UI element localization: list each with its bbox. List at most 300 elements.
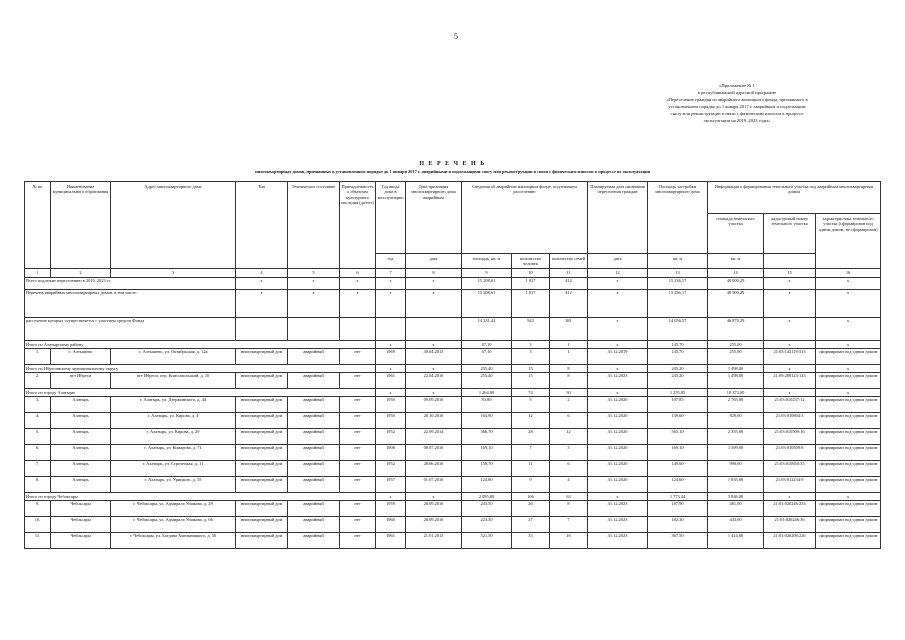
plan-date-cell: 31.12.2020	[588, 413, 648, 429]
cell: х	[764, 493, 816, 501]
year-cell: 1950	[376, 397, 406, 413]
heritage-cell: нет	[340, 373, 376, 389]
land-status-cell: сформирован под одним домом	[816, 461, 881, 477]
municipality-cell: пгт Ибреси	[51, 373, 111, 389]
unit-date: дата	[406, 254, 462, 269]
cell: 8	[550, 365, 588, 373]
cell: 15 208,61	[462, 290, 512, 318]
row-number: 3.	[25, 397, 51, 413]
column-number: 16	[816, 269, 881, 278]
type-cell: многоквартирный дом	[236, 533, 288, 549]
heritage-cell: нет	[340, 517, 376, 533]
plan-date-cell: 31.12.2023	[588, 533, 648, 549]
area-cell: 521,50	[462, 533, 512, 549]
municipality-cell: с. Алтышево	[51, 349, 111, 365]
type-cell: многоквартирный дом	[236, 445, 288, 461]
cell: х	[816, 278, 881, 290]
families-cell: 16	[550, 533, 588, 549]
cadastral-cell: 21:03:010237:12	[764, 397, 816, 413]
group-total-row	[25, 493, 881, 501]
row-number: 7.	[25, 461, 51, 477]
row-number: 11.	[25, 533, 51, 549]
cell: х	[288, 290, 340, 318]
building-area-cell: 139,60	[648, 413, 708, 429]
cell: х	[588, 318, 648, 341]
plan-date-cell: 31.12.2019	[588, 349, 648, 365]
families-cell: 8	[550, 373, 588, 389]
cell: х	[288, 278, 340, 290]
emergency-date-cell: 28.09.2016	[406, 517, 462, 533]
heritage-cell: нет	[340, 461, 376, 477]
address-cell: пгт Ибреси, пер. Комсомольский, д. 10	[111, 373, 236, 389]
row-number: 6.	[25, 445, 51, 461]
year-cell: 1906	[376, 445, 406, 461]
group-total-row	[25, 389, 881, 397]
land-status-cell: сформирован под одним домом	[816, 477, 881, 493]
building-area-cell: 169,10	[648, 445, 708, 461]
land-area-cell: 2 355,00	[708, 429, 764, 445]
cell: 245,20	[648, 365, 708, 373]
document-subtitle: многоквартирных домов, признанных в установленном порядке до 1 января 2017 г. аварийными и подлежащими сносу или реконструкции в связи с физическим износом в процессе их эксплуатации	[254, 169, 651, 174]
row-number: 9.	[25, 501, 51, 517]
header-resettled: Сведения об аварийном жилищном фонде, подлежащем расселению	[462, 182, 588, 254]
cell: х	[406, 290, 462, 318]
land-area-cell: 481,00	[708, 501, 764, 517]
column-number: 10	[512, 269, 550, 278]
unit-area: площадь, кв. м	[462, 254, 512, 269]
cell: х	[816, 365, 881, 373]
people-cell: 7	[512, 445, 550, 461]
unit-sqm: кв. м	[648, 254, 708, 269]
cell: х	[764, 341, 816, 349]
cell: х	[406, 493, 462, 501]
area-cell: 83,00	[462, 397, 512, 413]
families-cell: 6	[550, 413, 588, 429]
column-number: 6	[340, 269, 376, 278]
families-cell: 4	[550, 477, 588, 493]
list-label: Перечень аварийных многоквартирных домов, в том числе:	[25, 290, 236, 318]
people-cell: 12	[512, 413, 550, 429]
cell: х	[764, 389, 816, 397]
building-area-cell: 245,20	[648, 373, 708, 389]
people-cell: 11	[512, 461, 550, 477]
cell	[288, 318, 340, 341]
address-cell: г. Алатырь, ул. Кирова, д. 4	[111, 413, 236, 429]
cell: 943	[512, 318, 550, 341]
column-number: 7	[376, 269, 406, 278]
cell: х	[406, 365, 462, 373]
families-cell: 12	[550, 429, 588, 445]
families-cell: 1	[550, 349, 588, 365]
group-label: Итого по городу Чебоксары	[25, 493, 376, 501]
land-status-cell: сформирован под одним домом	[816, 413, 881, 429]
cell: х	[236, 278, 288, 290]
cell: х	[816, 493, 881, 501]
table-row	[25, 445, 881, 461]
heritage-cell: нет	[340, 501, 376, 517]
cadastral-cell: 21:09:280123:143	[764, 373, 816, 389]
annex-line: эксплуатации на 2019–2023 годы»	[703, 117, 771, 123]
address-cell: г. Чебоксары, ул. Адмирала Ушакова, д. 29	[111, 501, 236, 517]
emergency-date-cell: 01.07.2016	[406, 477, 462, 493]
cell: 48 900,29	[708, 278, 764, 290]
year-cell: 1969	[376, 349, 406, 365]
cell: 145,70	[648, 341, 708, 349]
page-number: 5	[454, 32, 458, 41]
cell: 14 231,42	[462, 318, 512, 341]
condition-cell: аварийный	[288, 461, 340, 477]
cell: х	[588, 278, 648, 290]
cell: 1 264,90	[462, 389, 512, 397]
type-cell: многоквартирный дом	[236, 413, 288, 429]
row-number: 10.	[25, 517, 51, 533]
condition-cell: аварийный	[288, 517, 340, 533]
cell: 255,00	[708, 341, 764, 349]
table-row	[25, 373, 881, 389]
cadastral-cell: 21:01:020246:36	[764, 517, 816, 533]
type-cell: многоквартирный дом	[236, 349, 288, 365]
cell: 1 773,44	[648, 493, 708, 501]
column-number: 14	[708, 269, 764, 278]
type-cell: многоквартирный дом	[236, 517, 288, 533]
area-cell: 47,10	[462, 349, 512, 365]
municipality-cell: Алатырь	[51, 445, 111, 461]
column-number: 1	[25, 269, 51, 278]
group-label: Итого по Ибресинскому муниципальному округу	[25, 365, 376, 373]
cadastral-cell: 21:03:010850:35	[764, 461, 816, 477]
column-number: 8	[406, 269, 462, 278]
heritage-cell: нет	[340, 477, 376, 493]
cell: 48 900,29	[708, 290, 764, 318]
column-number: 4	[236, 269, 288, 278]
cadastral-cell: 21:03:010509:8	[764, 445, 816, 461]
cadastral-cell: 21:03:142119:513	[764, 349, 816, 365]
municipality-cell: Чебоксары	[51, 533, 111, 549]
area-cell: 158,70	[462, 461, 512, 477]
cadastral-cell: 21:01:020246:233	[764, 501, 816, 517]
header-num: № пп	[25, 182, 51, 269]
cell: х	[588, 493, 648, 501]
heritage-cell: нет	[340, 397, 376, 413]
land-area-cell: 1 498,00	[708, 373, 764, 389]
condition-cell: аварийный	[288, 429, 340, 445]
plan-date-cell: 31.12.2020	[588, 397, 648, 413]
emergency-date-cell: 28.06.2016	[406, 461, 462, 477]
table-row	[25, 397, 881, 413]
land-status-cell: сформирован под одним домом	[816, 533, 881, 549]
year-cell: 1961	[376, 533, 406, 549]
address-cell: г. Алатырь, ул. Кирова, д. 29	[111, 429, 236, 445]
list-row	[25, 290, 881, 318]
unit-families: количество семей	[550, 254, 588, 269]
emergency-date-cell: 30.04.2015	[406, 349, 462, 365]
plan-date-cell: 31.12.2023	[588, 501, 648, 517]
families-cell: 3	[550, 445, 588, 461]
cell	[376, 318, 406, 341]
people-cell: 3	[512, 349, 550, 365]
people-cell: 9	[512, 477, 550, 493]
total-label: Всего подлежит переселению в 2019–2023 гг.	[25, 278, 236, 290]
address-cell: с. Алтышево, ул. Октябрьская, д. 12а	[111, 349, 236, 365]
area-cell: 566,70	[462, 429, 512, 445]
year-cell: 1952	[376, 429, 406, 445]
cell: 255,40	[462, 365, 512, 373]
cell: 3	[512, 341, 550, 349]
cell: х	[816, 318, 881, 341]
building-area-cell: 149,60	[648, 461, 708, 477]
area-cell: 169,10	[462, 445, 512, 461]
plan-date-cell: 31.12.2020	[588, 461, 648, 477]
address-cell: г. Чебоксары, ул. Адмирала Ушакова, д. 66	[111, 517, 236, 533]
group-total-row	[25, 365, 881, 373]
group-label: Итого по Алатырскому району	[25, 341, 376, 349]
cell	[406, 318, 462, 341]
registry-body	[25, 269, 881, 549]
people-cell: 33	[512, 533, 550, 549]
area-cell: 164,90	[462, 413, 512, 429]
condition-cell: аварийный	[288, 477, 340, 493]
land-area-cell: 1 414,00	[708, 533, 764, 549]
year-cell: 1959	[376, 501, 406, 517]
year-cell: 1961	[376, 373, 406, 389]
unit-people: количество человек	[512, 254, 550, 269]
address-cell: г. Алатырь, ул. Стрелецкая, д. 11	[111, 461, 236, 477]
cell: х	[376, 341, 406, 349]
row-number: 4.	[25, 413, 51, 429]
cell: х	[406, 389, 462, 397]
unit-plan-date: дата	[588, 254, 648, 269]
heritage-cell: нет	[340, 413, 376, 429]
emergency-date-cell: 09.09.2016	[406, 397, 462, 413]
building-area-cell: 367,50	[648, 533, 708, 549]
area-cell: 124,60	[462, 477, 512, 493]
land-area-cell: 1 599,00	[708, 445, 764, 461]
land-status-cell: сформирован под одним домом	[816, 429, 881, 445]
land-status-cell: сформирован под одним домом	[816, 501, 881, 517]
year-cell: 1957	[376, 477, 406, 493]
type-cell: многоквартирный дом	[236, 501, 288, 517]
table-row	[25, 501, 881, 517]
type-cell: многоквартирный дом	[236, 429, 288, 445]
cell: 46 879,29	[708, 318, 764, 341]
cell: 63	[550, 493, 588, 501]
land-area-cell: 1 835,00	[708, 477, 764, 493]
condition-cell: аварийный	[288, 413, 340, 429]
column-number: 3	[111, 269, 236, 278]
type-cell: многоквартирный дом	[236, 397, 288, 413]
heritage-cell: нет	[340, 429, 376, 445]
header-cadastral: кадастровый номер земельного участка	[764, 214, 816, 254]
cell: х	[406, 341, 462, 349]
header-land: Информация о формировании земельного участка под аварийным многоквартирным домом	[708, 182, 881, 214]
annex-line: «Переселение граждан из аварийного жилищного фонда, признанного в	[666, 96, 808, 102]
table-row	[25, 429, 881, 445]
families-cell: 7	[550, 517, 588, 533]
building-area-cell: 565,10	[648, 429, 708, 445]
emergency-date-cell: 22.04.2016	[406, 373, 462, 389]
building-area-cell: 107,85	[648, 397, 708, 413]
cell: х	[376, 493, 406, 501]
cell: 15	[512, 365, 550, 373]
heritage-cell: нет	[340, 349, 376, 365]
plan-date-cell: 31.12.2020	[588, 429, 648, 445]
cell: 1 017	[512, 278, 550, 290]
land-status-cell: сформирован под одним домом	[816, 349, 881, 365]
column-number: 9	[462, 269, 512, 278]
municipality-cell: Алатырь	[51, 477, 111, 493]
cell: 14 056,57	[648, 318, 708, 341]
cell: х	[816, 341, 881, 349]
column-number: 15	[764, 269, 816, 278]
cell: х	[764, 290, 816, 318]
header-type: Тип	[236, 182, 288, 269]
land-area-cell: 255,00	[708, 349, 764, 365]
annex-line: «Приложение № 1	[719, 83, 755, 88]
cell: 15 208,61	[462, 278, 512, 290]
land-area-cell: 829,00	[708, 413, 764, 429]
area-cell: 255,40	[462, 373, 512, 389]
cell	[236, 318, 288, 341]
header-demolition-date: Планируемая дата окончания переселения граждан	[588, 182, 648, 254]
cell: 412	[550, 278, 588, 290]
building-area-cell: 182,30	[648, 517, 708, 533]
area-cell: 243,50	[462, 501, 512, 517]
address-cell: г. Алатырь, ул. Дзержинского, д. 44	[111, 397, 236, 413]
year-cell: 1960	[376, 517, 406, 533]
table-row	[25, 413, 881, 429]
annex-line: к республиканской адресной программе	[697, 89, 777, 95]
total-row	[25, 278, 881, 290]
cadastral-cell: 21:03:010804:3	[764, 413, 816, 429]
cell: 412	[550, 290, 588, 318]
building-area-cell: 124,60	[648, 477, 708, 493]
fund-row	[25, 318, 881, 341]
table-row	[25, 477, 881, 493]
emergency-date-cell: 28.10.2016	[406, 413, 462, 429]
header-municipality: Наименование муниципального образования	[51, 182, 111, 269]
column-number: 11	[550, 269, 588, 278]
land-status-cell: сформирован под одним домом	[816, 517, 881, 533]
header-address: Адрес многоквартирного дома	[111, 182, 236, 269]
municipality-cell: Алатырь	[51, 429, 111, 445]
people-cell: 5	[512, 397, 550, 413]
table-row	[25, 461, 881, 477]
area-cell: 223,30	[462, 517, 512, 533]
registry-table	[24, 181, 881, 549]
cell: х	[816, 290, 881, 318]
cell: х	[406, 278, 462, 290]
cell: х	[376, 290, 406, 318]
cell: х	[588, 389, 648, 397]
cell: х	[376, 278, 406, 290]
annex-line: сносу или реконструкции в связи с физическим износом в процессе	[670, 110, 804, 116]
address-cell: г. Алатырь, ул. Комарова, д. 71	[111, 445, 236, 461]
unit-sqm-land: кв. м	[708, 254, 764, 269]
condition-cell: аварийный	[288, 373, 340, 389]
year-cell: 1952	[376, 461, 406, 477]
cell: 1 498,00	[708, 365, 764, 373]
people-cell: 26	[512, 501, 550, 517]
group-total-row	[25, 341, 881, 349]
cell: х	[588, 341, 648, 349]
plan-date-cell: 31.12.2023	[588, 373, 648, 389]
land-area-cell: 990,00	[708, 461, 764, 477]
header-emergency-date: Дата признания многоквартирного дома аварийным	[406, 182, 462, 254]
cell: х	[340, 290, 376, 318]
cadastral-cell: 21:03:012234:9	[764, 477, 816, 493]
land-status-cell: сформирован под одним домом	[816, 397, 881, 413]
cell: 47,10	[462, 341, 512, 349]
cell: х	[376, 389, 406, 397]
header-heritage: Принадлежность к объектам культурного наследия (да/нет)	[340, 182, 376, 269]
cell: 1	[550, 341, 588, 349]
people-cell: 28	[512, 429, 550, 445]
address-cell: г. Чебоксары, ул. Богдана Хмельницкого, д. 56	[111, 533, 236, 549]
group-label: Итого по городу Алатырю	[25, 389, 376, 397]
cell: 2 095,80	[462, 493, 512, 501]
cell: х	[340, 278, 376, 290]
cell: 166	[512, 493, 550, 501]
type-cell: многоквартирный дом	[236, 477, 288, 493]
heritage-cell: нет	[340, 533, 376, 549]
people-cell: 15	[512, 373, 550, 389]
cell: 15 236,17	[648, 290, 708, 318]
cell: х	[764, 318, 816, 341]
cadastral-cell: 21:03:010509:16	[764, 429, 816, 445]
cell: 15 236,17	[648, 278, 708, 290]
table-row	[25, 349, 881, 365]
cell: х	[764, 365, 816, 373]
fund-label: расселение которых осуществляется с участием средств Фонда	[25, 318, 236, 341]
cell: 1 017	[512, 290, 550, 318]
column-number: 12	[588, 269, 648, 278]
cell: х	[764, 278, 816, 290]
annex-note	[596, 83, 878, 124]
condition-cell: аварийный	[288, 445, 340, 461]
cell: 30	[550, 389, 588, 397]
cell: х	[236, 290, 288, 318]
plan-date-cell: 31.12.2020	[588, 445, 648, 461]
cell: 74	[512, 389, 550, 397]
people-cell: 27	[512, 517, 550, 533]
header-land-area: площадь земельного участка	[708, 214, 764, 254]
building-area-cell: 145,70	[648, 349, 708, 365]
table-row	[25, 517, 881, 533]
municipality-cell: Чебоксары	[51, 501, 111, 517]
row-number: 1.	[25, 349, 51, 365]
emergency-date-cell: 21.01.2015	[406, 533, 462, 549]
header-land-status: характеристика земельного участка (сформирован под одним домом, не сформирован)	[816, 214, 881, 269]
row-number: 2.	[25, 373, 51, 389]
type-cell: многоквартирный дом	[236, 461, 288, 477]
heritage-cell: нет	[340, 445, 376, 461]
table-row	[25, 533, 881, 549]
condition-cell: аварийный	[288, 397, 340, 413]
municipality-cell: Алатырь	[51, 413, 111, 429]
condition-cell: аварийный	[288, 533, 340, 549]
cadastral-cell: 21:01:020206:226	[764, 533, 816, 549]
annex-line: установленном порядке до 1 января 2017 г. аварийным и подлежащим	[668, 103, 806, 109]
row-number: 8.	[25, 477, 51, 493]
cell: 1 255,85	[648, 389, 708, 397]
column-number: 13	[648, 269, 708, 278]
cell: 5 846,00	[708, 493, 764, 501]
families-cell: 2	[550, 397, 588, 413]
municipality-cell: Алатырь	[51, 461, 111, 477]
plan-date-cell: 31.12.2023	[588, 517, 648, 533]
emergency-date-cell: 28.09.2016	[406, 501, 462, 517]
cell: х	[816, 389, 881, 397]
